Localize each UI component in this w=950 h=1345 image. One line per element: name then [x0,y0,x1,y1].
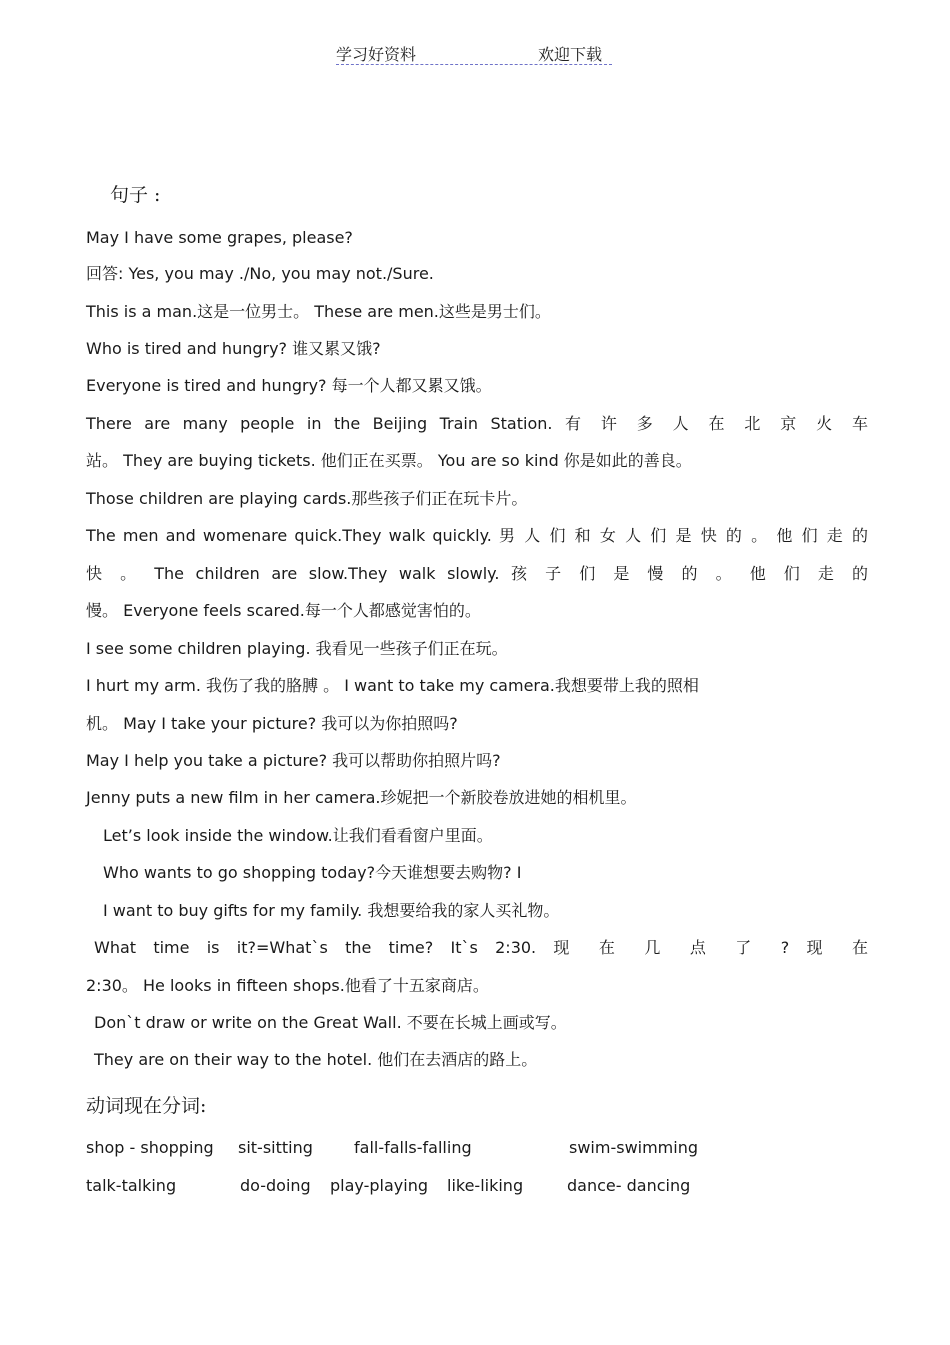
sentence-line: What time is it?=What`s the time? It`s 2:30. 现 在 几 点 了 ? 现 在 [94,938,868,957]
header-left-text: 学习好资料 [336,45,417,64]
sentence-line: Let’s look inside the window.让我们看看窗户里面。 [103,826,493,845]
sentence-line: 2:30。 He looks in fifteen shops.他看了十五家商店。 [86,976,489,995]
verb-item: shop - shopping [86,1138,214,1157]
sentence-line: 快 。 The children are slow.They walk slowly. 孩 子 们 是 慢 的 。 他 们 走 的 [86,564,868,583]
sentence-line: Jenny puts a new film in her camera.珍妮把一个新胶卷放进她的相机里。 [86,788,637,807]
sentence-line: There are many people in the Beijing Train Station. 有 许 多 人 在 北 京 火 车 [86,414,868,433]
header-right-text: 欢迎下载 [538,45,603,64]
verb-item: sit-sitting [238,1138,313,1157]
sentence-line: May I have some grapes, please? [86,228,353,247]
sentence-line: The men and womenare quick.They walk quickly. 男 人 们 和 女 人 们 是 快 的 。 他 们 走 的 [86,526,868,545]
sentence-line: Everyone is tired and hungry? 每一个人都又累又饿。 [86,376,492,395]
sentence-line: Don`t draw or write on the Great Wall. 不要在长城上画或写。 [94,1013,567,1032]
verb-item: fall-falls-falling [354,1138,472,1157]
sentence-line: This is a man.这是一位男士。 These are men.这些是男士们。 [86,302,551,321]
verb-item: talk-talking [86,1176,177,1195]
sentence-line: May I help you take a picture? 我可以帮助你拍照片吗? [86,751,501,770]
verb-item: dance- dancing [567,1176,691,1195]
sentence-line: 回答: Yes, you may ./No, you may not./Sure. [86,264,434,283]
verb-item: do-doing [240,1176,311,1195]
sentence-line: 站。 They are buying tickets. 他们正在买票。 You are so kind 你是如此的善良。 [86,451,692,470]
verb-item: like-liking [447,1176,524,1195]
section-title-verbs: 动词现在分词: [86,1095,207,1117]
verb-item: swim-swimming [569,1138,699,1157]
sentence-line: I want to buy gifts for my family. 我想要给我的家人买礼物。 [103,901,560,920]
sentence-line: They are on their way to the hotel. 他们在去酒店的路上。 [94,1050,538,1069]
page-header [336,40,612,65]
sentence-line: 机。 May I take your picture? 我可以为你拍照吗? [86,714,458,733]
sentence-line: I see some children playing. 我看见一些孩子们正在玩。 [86,639,508,658]
sentence-line: I hurt my arm. 我伤了我的胳膊 。 I want to take my camera.我想要带上我的照相 [86,676,699,695]
verb-item: play-playing [330,1176,428,1195]
sentence-line: Those children are playing cards.那些孩子们正在玩卡片。 [86,489,528,508]
sentence-line: 慢。 Everyone feels scared.每一个人都感觉害怕的。 [86,601,481,620]
sentence-line: Who is tired and hungry? 谁又累又饿? [86,339,381,358]
section-title-sentences: 句子 : [110,184,161,206]
sentence-line: Who wants to go shopping today?今天谁想要去购物? I [103,863,522,882]
